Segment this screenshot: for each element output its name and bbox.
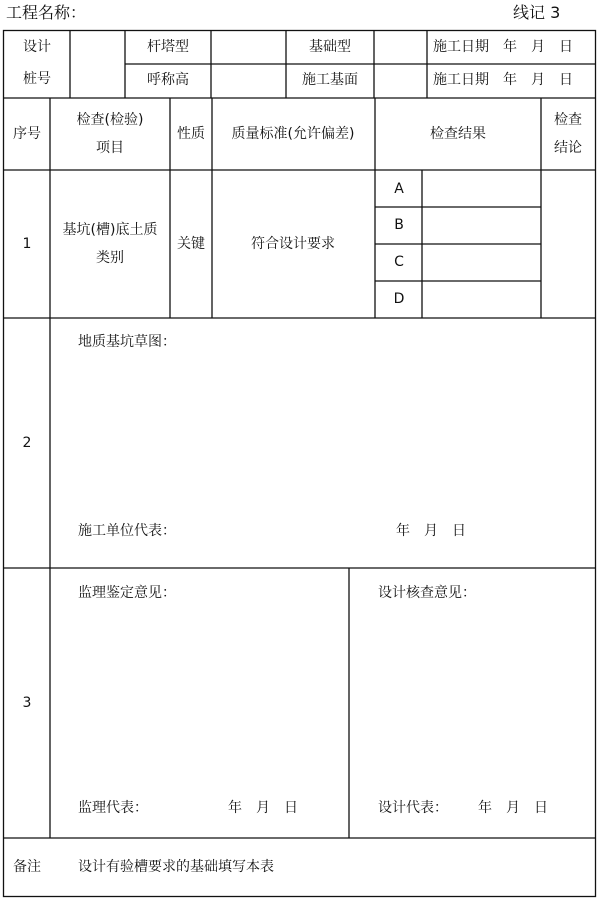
foundation-type-label: 基础型	[309, 39, 351, 55]
design-rep-label: 设计代表：	[378, 800, 448, 816]
contractor-rep-label: 施工单位代表：	[78, 523, 176, 539]
nominal-height-label: 呼称高	[147, 72, 189, 88]
design-pile-label-1: 设计	[23, 39, 51, 55]
result-a: A	[394, 181, 404, 197]
design-date: 年 月 日	[478, 800, 548, 816]
col-standard: 质量标准(允许偏差)	[231, 126, 355, 142]
col-item-2: 项目	[96, 140, 124, 156]
construction-date-1: 施工日期 年 月 日	[433, 39, 573, 55]
supervision-date: 年 月 日	[228, 800, 298, 816]
col-seq: 序号	[13, 126, 41, 142]
form-code: 线记 3	[513, 3, 561, 22]
result-d: D	[393, 291, 405, 307]
supervision-opinion-label: 监理鉴定意见：	[78, 585, 176, 601]
remarks-text: 设计有验槽要求的基础填写本表	[78, 859, 274, 875]
design-opinion-label: 设计核查意见：	[378, 585, 476, 601]
col-conclusion-1: 检查	[554, 112, 582, 128]
construction-date-2: 施工日期 年 月 日	[433, 72, 573, 88]
contractor-date: 年 月 日	[396, 523, 466, 539]
row1-nature: 关键	[177, 236, 205, 252]
row1-standard: 符合设计要求	[251, 236, 335, 252]
row1-seq: 1	[22, 236, 32, 252]
col-item-1: 检查(检验)	[76, 112, 144, 128]
result-c: C	[394, 254, 404, 270]
col-result: 检查结果	[430, 126, 486, 142]
supervision-rep-label: 监理代表：	[78, 800, 148, 816]
project-name-label: 工程名称：	[6, 3, 87, 22]
tower-type-label: 杆塔型	[147, 39, 189, 55]
construction-base-label: 施工基面	[302, 72, 358, 88]
design-pile-label-2: 桩号	[23, 71, 51, 87]
row1-item-1: 基坑(槽)底土质	[62, 222, 158, 238]
row1-item-2: 类别	[96, 250, 124, 266]
sketch-label: 地质基坑草图：	[78, 334, 176, 350]
col-conclusion-2: 结论	[554, 140, 582, 156]
row3-seq: 3	[22, 695, 32, 711]
result-b: B	[394, 217, 404, 233]
row2-seq: 2	[22, 435, 32, 451]
remarks-label: 备注	[13, 859, 41, 875]
col-nature: 性质	[177, 126, 205, 142]
